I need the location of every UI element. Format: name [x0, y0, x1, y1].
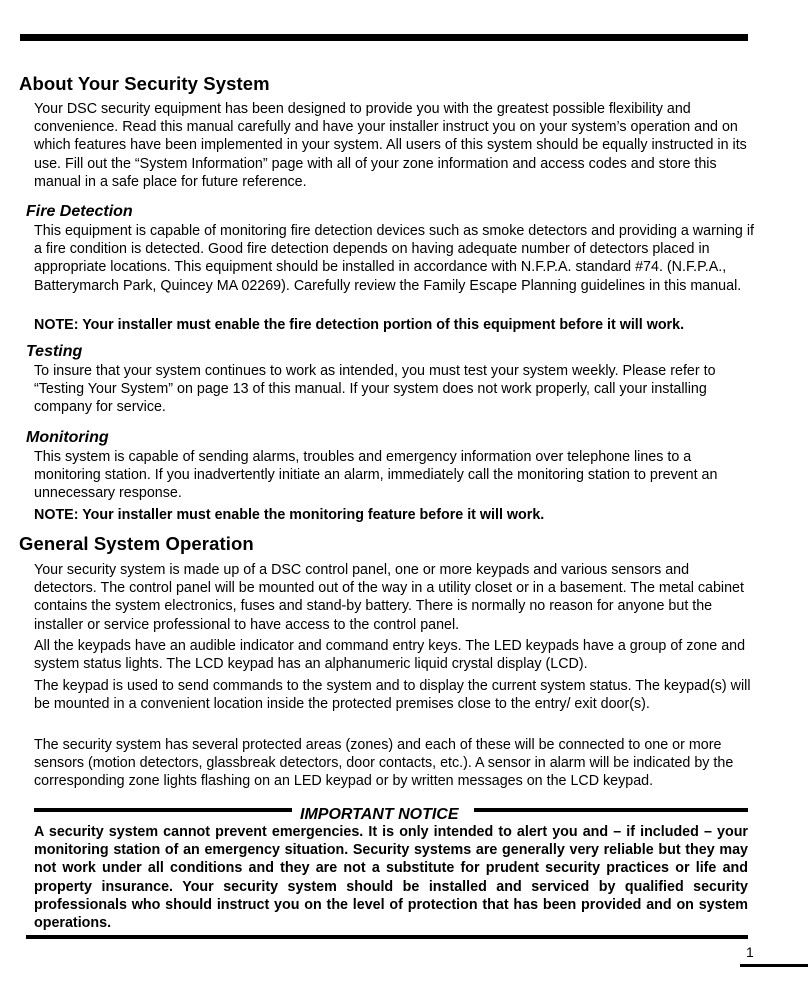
testing-body: To insure that your system continues to work as intended, you must test your system weekly. Please refer to “Testing Your System” on page 13 of this manual. If your system does not work properly, call your installing company for service. — [34, 363, 716, 416]
monitoring-body: This system is capable of sending alarms, troubles and emergency information over telephone lines to a monitoring station. If you inadvertently initiate an alarm, immediately call the monitoring station to prevent an unnecessary response. — [34, 449, 718, 502]
notice-rule-right — [474, 808, 748, 812]
general-paragraph-4: The security system has several protected areas (zones) and each of these will be connected to one or more sensors (motion detectors, glassbreak detectors, door contacts, etc.). A sensor in alarm will be indicated by the corresponding zone lights flashing on an LED keypad or by written messages on the LCD keypad. — [34, 737, 734, 790]
important-notice-title: IMPORTANT NOTICE — [300, 806, 459, 823]
general-paragraph-3: The keypad is used to send commands to the system and to display the current system status. The keypad(s) will be mounted in a convenient location inside the protected premises close to the entry/ exit door(s). — [34, 678, 751, 713]
page-number: 1 — [746, 944, 754, 960]
about-heading: About Your Security System — [19, 73, 270, 94]
about-body: Your DSC security equipment has been designed to provide you with the greatest possible flexibility and convenience. Read this manual carefully and have your installer instruct you on your system’s operation and on which features have been implemented in your system. All users of this system should be equally instructed in its use. Fill out the “System Information” page with all of your zone information and access codes and store this manual in a safe place for future reference. — [34, 101, 747, 190]
monitoring-note: NOTE: Your installer must enable the monitoring feature before it will work. — [34, 507, 545, 523]
general-operation-heading: General System Operation — [19, 533, 254, 554]
fire-detection-note: NOTE: Your installer must enable the fire detection portion of this equipment before it will work. — [34, 317, 685, 333]
testing-heading: Testing — [26, 343, 83, 360]
important-notice-body: A security system cannot prevent emergencies. It is only intended to alert you and – if included – your monitoring station of an emergency situation. Security systems are generally very reliable but they may not work under all conditions and they are not a substitute for prudent security practices or life and property insurance. Your security system should be installed and serviced by qualified security professionals who should instruct you on the level of protection that has been provided and on system operations. — [34, 824, 748, 932]
page-number-rule — [740, 964, 808, 967]
top-rule — [20, 34, 748, 41]
monitoring-heading: Monitoring — [26, 429, 109, 446]
fire-detection-heading: Fire Detection — [26, 203, 133, 220]
notice-rule-left — [34, 808, 292, 812]
general-paragraph-1: Your security system is made up of a DSC control panel, one or more keypads and various sensors and detectors. The control panel will be mounted out of the way in a utility closet or in a basement. The metal cabinet contains the system electronics, fuses and stand-by battery. There is normally no reason for anyone but the installer or service professional to have access to the control panel. — [34, 562, 744, 633]
bottom-rule — [26, 935, 748, 939]
fire-detection-body: This equipment is capable of monitoring fire detection devices such as smoke detectors and providing a warning if a fire condition is detected. Good fire detection depends on having adequate number of detectors placed in appropriate locations. This equipment should be installed in accordance with N.F.P.A. standard #74. (N.F.P.A., Batterymarch Park, Quincey MA 02269). Carefully review the Family Escape Planning guidelines in this manual. — [34, 223, 754, 294]
general-paragraph-2: All the keypads have an audible indicator and command entry keys. The LED keypads have a group of zone and system status lights. The LCD keypad has an alphanumeric liquid crystal display (LCD). — [34, 638, 746, 673]
